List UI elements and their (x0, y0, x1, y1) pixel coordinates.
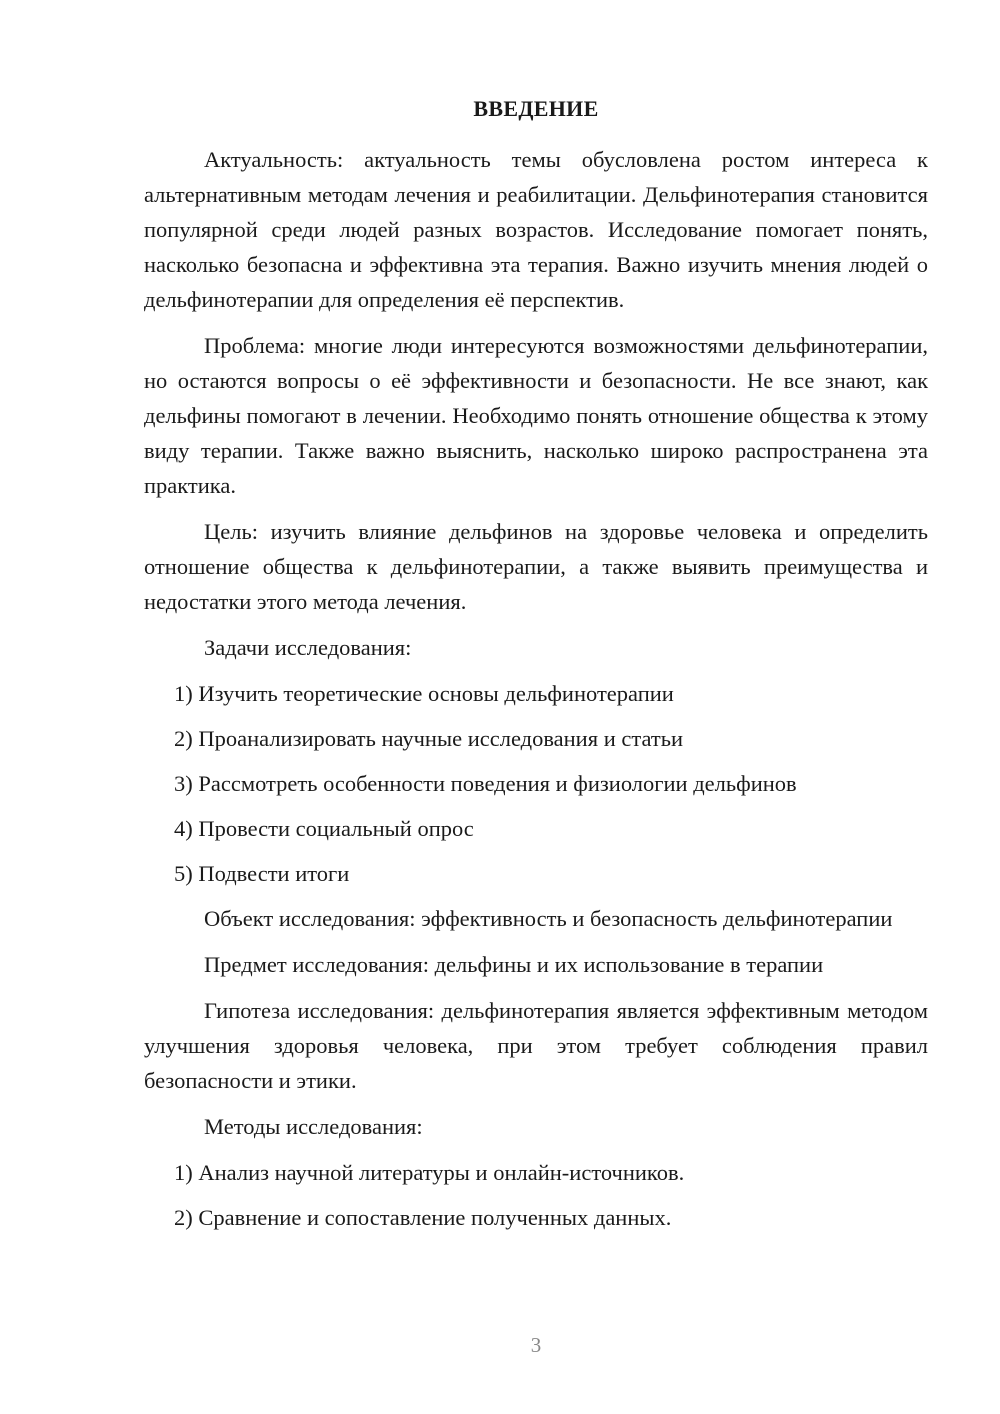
list-item: 5) Подвести итоги (174, 861, 350, 886)
page-number: 3 (530, 1333, 542, 1357)
goal-paragraph: Цель: изучить влияние дельфинов на здоровье человека и определить отношение общества к дельфинотерапии, а также выявить преимущества и недостатки этого метода лечения. (144, 519, 928, 614)
subject-paragraph: Предмет исследования: дельфины и их использование в терапии (204, 952, 824, 977)
methods-heading: Методы исследования: (204, 1114, 423, 1139)
methods-list (144, 1155, 928, 1235)
document-body (144, 142, 928, 1245)
problem-paragraph: Проблема: многие люди интересуются возможностями дельфинотерапии, но остаются вопросы о её эффективности и безопасности. Не все знают, как дельфины помогают в лечении. Необходимо понять отношение общества к этому виду терапии. Также важно выяснить, насколько широко распространена эта практика. (144, 333, 928, 498)
list-item: 1) Анализ научной литературы и онлайн-источников. (174, 1160, 685, 1185)
hypothesis-paragraph: Гипотеза исследования: дельфинотерапия является эффективным методом улучшения здоровья человека, при этом требует соблюдения правил безопасности и этики. (144, 998, 928, 1093)
list-item: 1) Изучить теоретические основы дельфинотерапии (174, 681, 674, 706)
tasks-list (144, 676, 928, 891)
list-item: 3) Рассмотреть особенности поведения и физиологии дельфинов (174, 771, 797, 796)
list-item: 4) Провести социальный опрос (174, 816, 474, 841)
object-paragraph: Объект исследования: эффективность и безопасность дельфинотерапии (204, 906, 893, 931)
tasks-heading: Задачи исследования: (204, 635, 412, 660)
page-title: ВВЕДЕНИЕ (473, 96, 599, 121)
relevance-paragraph: Актуальность: актуальность темы обусловлена ростом интереса к альтернативным методам лечения и реабилитации. Дельфинотерапия становится популярной среди людей разных возрастов. Исследование помогает понять, насколько безопасна и эффективна эта терапия. Важно изучить мнения людей о дельфинотерапии для определения её перспектив. (144, 147, 928, 312)
list-item: 2) Сравнение и сопоставление полученных данных. (174, 1205, 672, 1230)
list-item: 2) Проанализировать научные исследования и статьи (174, 726, 683, 751)
